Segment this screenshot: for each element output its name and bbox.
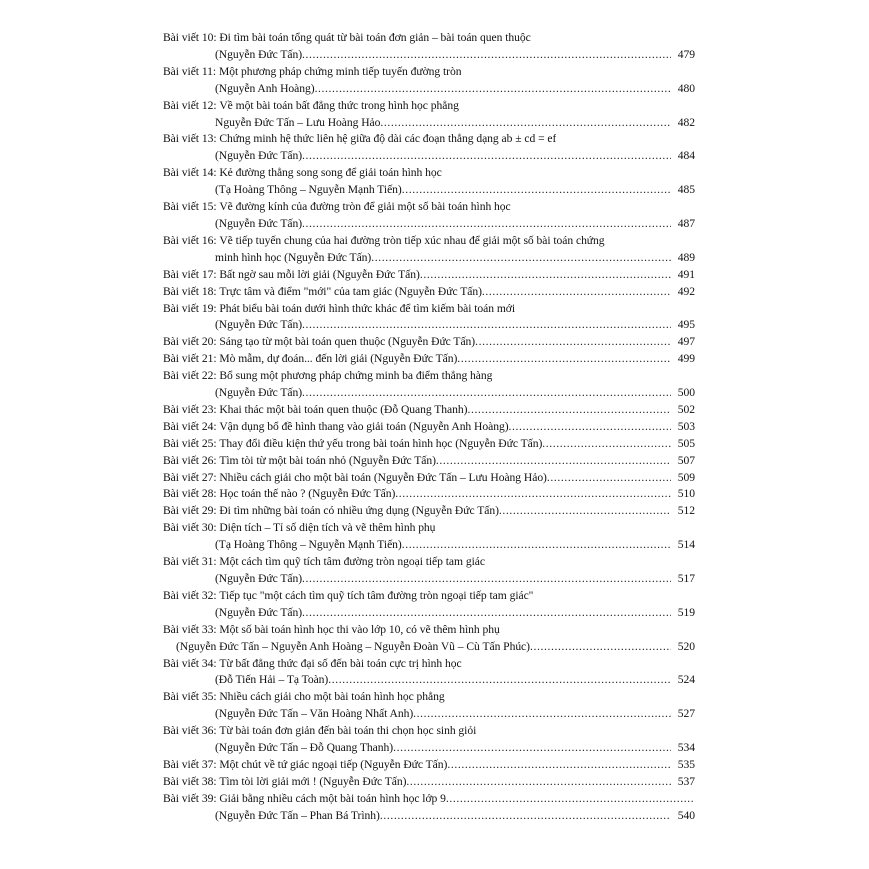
page-number: 534	[677, 741, 695, 755]
dot-leader	[302, 148, 671, 165]
toc-entry-author: (Nguyễn Đức Tấn)	[215, 572, 303, 585]
toc-entry-title: Kẻ đường thẳng song song để giải toán hình học	[219, 166, 442, 180]
toc-entry-line	[163, 351, 695, 368]
toc-entry-label: Bài viết 30:	[163, 521, 217, 535]
toc-entry-line	[163, 368, 695, 385]
toc-entry-title: Khai thác một bài toán quen thuộc (Đỗ Quang Thanh)	[219, 402, 468, 416]
toc-entry-label: Bài viết 24:	[163, 419, 217, 433]
toc-entry-line	[163, 571, 695, 588]
toc-entry-author: (Nguyễn Đức Tấn – Nguyễn Anh Hoàng – Nguyễn Đoàn Vũ – Cù Tấn Phúc)	[176, 639, 530, 653]
toc-entry	[163, 267, 695, 284]
dot-leader	[457, 351, 671, 368]
toc-entry	[163, 436, 695, 453]
toc-entry-title: Giải bằng nhiều cách một bài toán hình học lớp 9	[219, 791, 446, 805]
dot-leader	[380, 808, 671, 825]
page-number: 524	[677, 673, 695, 687]
page-number: 517	[677, 572, 695, 585]
toc-entry-line	[163, 740, 695, 757]
dot-leader	[467, 402, 671, 419]
toc-entry-label: Bài viết 16:	[163, 233, 217, 247]
toc-entry-label: Bài viết 36:	[163, 724, 217, 738]
page-number: 495	[677, 318, 695, 332]
page-number: 502	[677, 402, 695, 416]
toc-entry-line	[163, 723, 695, 740]
toc-entry-author: (Nguyễn Đức Tấn – Văn Hoàng Nhất Anh)	[215, 707, 414, 721]
page-number: 540	[677, 808, 695, 822]
toc-entry-author: (Tạ Hoàng Thông – Nguyễn Mạnh Tiến)	[215, 538, 402, 552]
toc-entry-title: Diện tích – Tỉ số diện tích và vẽ thêm hình phụ	[219, 521, 436, 535]
toc-entry-label: Bài viết 20:	[163, 335, 217, 349]
toc-entry-line	[163, 334, 695, 351]
dot-leader	[482, 284, 671, 301]
toc-entry-title: Tìm tòi lời giải mới ! (Nguyễn Đức Tấn)	[219, 774, 407, 788]
toc-entry-line	[163, 402, 695, 419]
toc-entry-line	[163, 47, 695, 64]
toc-entry-line	[163, 470, 695, 487]
dot-leader	[371, 250, 671, 267]
toc-entry-line	[163, 503, 695, 520]
page-number: 485	[677, 183, 695, 197]
dot-leader	[393, 740, 671, 757]
toc-entry	[163, 503, 695, 520]
dot-leader	[402, 537, 671, 554]
toc-entry-label: Bài viết 17:	[163, 267, 217, 281]
toc-entry-label: Bài viết 15:	[163, 200, 217, 214]
toc-entry-title: Chứng minh hệ thức liên hệ giữa độ dài các đoạn thẳng dạng ab ± cd = ef	[219, 132, 557, 146]
toc-entry	[163, 30, 695, 64]
toc-entry-line	[163, 284, 695, 301]
toc-entry-label: Bài viết 29:	[163, 504, 217, 518]
toc-entry-label: Bài viết 10:	[163, 31, 217, 44]
page-number: 497	[677, 335, 695, 349]
toc-entry-line	[163, 605, 695, 622]
toc-entry-line	[163, 588, 695, 605]
page-number: 479	[677, 47, 695, 61]
dot-leader	[328, 672, 671, 689]
toc-entry-line	[163, 808, 695, 825]
toc-entry	[163, 199, 695, 233]
toc-entry-label: Bài viết 26:	[163, 453, 217, 467]
page-number: 510	[677, 487, 695, 501]
toc-entry-author: (Nguyễn Đức Tấn)	[215, 605, 303, 619]
dot-leader	[542, 436, 671, 453]
toc-entry-author: (Đỗ Tiến Hải – Tạ Toàn)	[215, 673, 329, 687]
toc-entry-title: Phát biểu bài toán dưới hình thức khác để tìm kiếm bài toán mới	[219, 301, 516, 315]
toc-entry-title: Sáng tạo từ một bài toán quen thuộc (Nguyễn Đức Tấn)	[219, 335, 476, 349]
toc-entry-line	[163, 64, 695, 81]
toc-entry-label: Bài viết 32:	[163, 588, 217, 602]
toc-entry-line	[163, 689, 695, 706]
toc-entry	[163, 622, 695, 656]
toc-entry-title: Đi tìm bài toán tổng quát từ bài toán đơn giản – bài toán quen thuộc	[219, 31, 531, 44]
toc-entry-label: Bài viết 37:	[163, 757, 217, 771]
toc-entry-title: Vận dụng bổ đề hình thang vào giải toán (Nguyễn Anh Hoàng)	[219, 419, 509, 433]
table-of-contents	[163, 30, 695, 825]
toc-entry-title: Đi tìm những bài toán có nhiều ứng dụng (Nguyễn Đức Tấn)	[219, 504, 499, 518]
toc-entry-label: Bài viết 13:	[163, 132, 217, 146]
toc-entry	[163, 64, 695, 98]
toc-entry-author: (Nguyễn Đức Tấn)	[215, 149, 303, 163]
dot-leader	[302, 47, 671, 64]
page-number: 514	[677, 538, 695, 552]
toc-entry-title: Nhiều cách giải cho một bài toán hình học phẳng	[219, 690, 445, 704]
toc-entry-author: (Nguyễn Đức Tấn)	[215, 386, 303, 400]
page-number: 492	[677, 284, 695, 298]
page-number: 512	[677, 504, 695, 518]
toc-entry	[163, 554, 695, 588]
toc-entry	[163, 233, 695, 267]
toc-entry-line	[163, 436, 695, 453]
page-number: 537	[677, 774, 695, 788]
page-number: 480	[677, 81, 695, 95]
toc-entry-line	[163, 267, 695, 284]
dot-leader	[315, 81, 671, 98]
page-number: 527	[677, 707, 695, 721]
page-number: 500	[677, 386, 695, 400]
toc-entry	[163, 301, 695, 335]
toc-entry-line	[163, 81, 695, 98]
toc-entry-label: Bài viết 35:	[163, 690, 217, 704]
toc-entry-title: Về một bài toán bất đẳng thức trong hình học phẳng	[219, 98, 459, 112]
page-number: 499	[677, 352, 695, 366]
toc-entry-line	[163, 656, 695, 673]
dot-leader	[402, 182, 671, 199]
page-number: 535	[677, 757, 695, 771]
dot-leader	[530, 639, 671, 656]
toc-entry-author: (Nguyễn Anh Hoàng)	[215, 81, 315, 95]
toc-entry-line	[163, 165, 695, 182]
toc-entry-label: Bài viết 34:	[163, 656, 217, 670]
toc-entry	[163, 791, 695, 825]
toc-entry-line	[163, 639, 695, 656]
toc-entry-line	[163, 520, 695, 537]
dot-leader	[475, 334, 671, 351]
toc-entry	[163, 368, 695, 402]
page-number: 484	[677, 149, 695, 163]
toc-entry-title: Thay đổi điều kiện thứ yếu trong bài toán hình học (Nguyễn Đức Tấn)	[219, 436, 543, 450]
dot-leader	[406, 774, 671, 791]
page-number: 520	[677, 639, 695, 653]
toc-entry-title: Tìm tòi từ một bài toán nhỏ (Nguyễn Đức Tấn)	[219, 453, 436, 467]
toc-entry-title: Bổ sung một phương pháp chứng minh ba điểm thẳng hàng	[219, 369, 493, 383]
dot-leader	[413, 706, 671, 723]
dot-leader	[509, 419, 672, 436]
toc-entry-label: Bài viết 23:	[163, 402, 217, 416]
dot-leader	[447, 757, 671, 774]
toc-entry-line	[163, 453, 695, 470]
toc-entry-title: Tiếp tục "một cách tìm quỹ tích tâm đường tròn ngoại tiếp tam giác"	[219, 588, 534, 602]
page-number: 487	[677, 216, 695, 230]
toc-entry-author: (Nguyễn Đức Tấn)	[215, 216, 303, 230]
toc-entry-title: Một phương pháp chứng minh tiếp tuyến đường tròn	[218, 64, 462, 78]
dot-leader	[395, 486, 671, 503]
toc-entry-label: Bài viết 14:	[163, 166, 217, 180]
page-number: 509	[677, 470, 695, 484]
toc-entry-line	[163, 672, 695, 689]
toc-entry-line	[163, 791, 695, 808]
toc-entry	[163, 453, 695, 470]
toc-entry-author: minh hình học (Nguyễn Đức Tấn)	[215, 250, 372, 264]
dot-leader	[302, 317, 671, 334]
dot-leader	[302, 385, 671, 402]
toc-entry-label: Bài viết 21:	[163, 352, 217, 366]
dot-leader	[436, 453, 671, 470]
toc-entry-line	[163, 537, 695, 554]
page-number: 507	[677, 453, 695, 467]
toc-entry-line	[163, 486, 695, 503]
toc-entry-line	[163, 216, 695, 233]
toc-entry-line	[163, 115, 695, 132]
dot-leader	[420, 267, 671, 284]
toc-entry	[163, 486, 695, 503]
toc-entry-label: Bài viết 28:	[163, 487, 217, 501]
toc-entry-line	[163, 131, 695, 148]
dot-leader	[547, 470, 671, 487]
toc-entry	[163, 774, 695, 791]
toc-entry-title: Trực tâm và điểm "mới" của tam giác (Nguyễn Đức Tấn)	[219, 284, 482, 298]
toc-entry-line	[163, 148, 695, 165]
toc-entry-line	[163, 757, 695, 774]
page-number: 505	[677, 436, 695, 450]
toc-entry-title: Vẽ đường kính của đường tròn để giải một số bài toán hình học	[219, 200, 511, 214]
toc-entry	[163, 351, 695, 368]
toc-entry	[163, 757, 695, 774]
toc-entry-label: Bài viết 19:	[163, 301, 217, 315]
toc-entry	[163, 402, 695, 419]
toc-entry-line	[163, 30, 695, 47]
toc-entry-label: Bài viết 31:	[163, 555, 217, 569]
dot-leader	[446, 791, 695, 808]
toc-entry-label: Bài viết 27:	[163, 470, 217, 484]
toc-entry	[163, 165, 695, 199]
toc-entry-line	[163, 301, 695, 318]
toc-entry-label: Bài viết 11:	[163, 64, 217, 78]
toc-entry-author: Nguyễn Đức Tấn – Lưu Hoàng Hảo	[215, 115, 381, 129]
toc-entry-title: Từ bất đẳng thức đại số đến bài toán cực trị hình học	[219, 656, 462, 670]
toc-entry-title: Một cách tìm quỹ tích tâm đường tròn ngoại tiếp tam giác	[219, 555, 485, 569]
toc-entry-title: Nhiều cách giải cho một bài toán (Nguyễn Đức Tấn – Lưu Hoàng Hảo)	[219, 470, 547, 484]
toc-entry	[163, 284, 695, 301]
toc-entry-line	[163, 98, 695, 115]
toc-entry-title: Vẽ tiếp tuyến chung của hai đường tròn tiếp xúc nhau để giải một số bài toán chứng	[219, 233, 605, 247]
toc-entry-line	[163, 199, 695, 216]
dot-leader	[302, 571, 671, 588]
toc-entry-label: Bài viết 25:	[163, 436, 217, 450]
toc-entry	[163, 588, 695, 622]
toc-entry-line	[163, 182, 695, 199]
page-number: 503	[677, 419, 695, 433]
page-number: 489	[677, 250, 695, 264]
toc-entry	[163, 131, 695, 165]
toc-entry-title: Mò mẫm, dự đoán... đến lời giải (Nguyễn Đức Tấn)	[219, 352, 458, 366]
page-number: 519	[677, 605, 695, 619]
toc-entry	[163, 98, 695, 132]
dot-leader	[380, 115, 671, 132]
toc-entry-line	[163, 622, 695, 639]
dot-leader	[499, 503, 671, 520]
page-number: 482	[677, 115, 695, 129]
toc-entry-line	[163, 774, 695, 791]
toc-entry-line	[163, 419, 695, 436]
toc-entry-line	[163, 317, 695, 334]
toc-entry-title: Từ bài toán đơn giản đến bài toán thi chọn học sinh giỏi	[219, 724, 477, 738]
toc-entry	[163, 656, 695, 690]
toc-entry-label: Bài viết 38:	[163, 774, 217, 788]
toc-entry-line	[163, 385, 695, 402]
toc-entry	[163, 419, 695, 436]
toc-entry-label: Bài viết 12:	[163, 98, 217, 112]
toc-entry	[163, 520, 695, 554]
toc-entry-title: Một chút về tứ giác ngoại tiếp (Nguyễn Đức Tấn)	[219, 757, 448, 771]
toc-entry	[163, 689, 695, 723]
toc-entry-line	[163, 233, 695, 250]
toc-entry-label: Bài viết 39:	[163, 791, 217, 805]
toc-entry-line	[163, 706, 695, 723]
toc-entry	[163, 723, 695, 757]
toc-entry-title: Học toán thế nào ? (Nguyễn Đức Tấn)	[219, 487, 396, 501]
toc-entry-author: (Nguyễn Đức Tấn – Đỗ Quang Thanh)	[215, 741, 394, 755]
dot-leader	[302, 216, 671, 233]
page-number: 491	[677, 267, 695, 281]
toc-entry-label: Bài viết 33:	[163, 622, 217, 636]
toc-entry	[163, 470, 695, 487]
dot-leader	[302, 605, 671, 622]
toc-entry	[163, 334, 695, 351]
toc-entry-title: Bất ngờ sau mỗi lời giải (Nguyễn Đức Tấn)	[219, 267, 420, 281]
toc-entry-line	[163, 250, 695, 267]
toc-entry-line	[163, 554, 695, 571]
toc-entry-label: Bài viết 22:	[163, 369, 217, 383]
toc-entry-title: Một số bài toán hình học thi vào lớp 10, có vẽ thêm hình phụ	[219, 622, 500, 636]
toc-entry-author: (Tạ Hoàng Thông – Nguyễn Mạnh Tiến)	[215, 183, 402, 197]
toc-entry-author: (Nguyễn Đức Tấn)	[215, 47, 303, 61]
toc-entry-label: Bài viết 18:	[163, 284, 217, 298]
toc-entry-author: (Nguyễn Đức Tấn)	[215, 318, 303, 332]
toc-entry-author: (Nguyễn Đức Tấn – Phan Bá Trình)	[215, 808, 380, 822]
